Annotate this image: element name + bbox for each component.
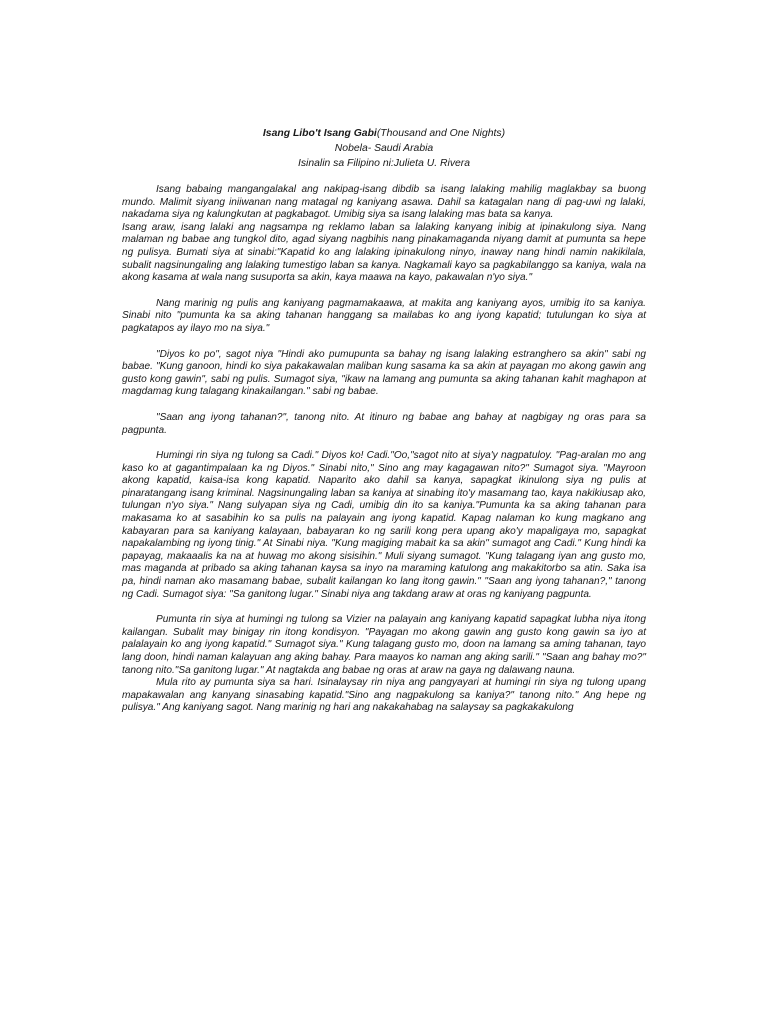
document-subtitle: Nobela- Saudi Arabia <box>334 143 434 154</box>
title-block <box>0 126 768 171</box>
paragraph: Pumunta rin siya at humingi ng tulong sa Vizier na palayain ang kaniyang kapatid sapagkat lubha niya itong kailangan. Subalit may binigay rin itong kondisyon. "Payagan mo akong gawin ang gusto kong gawin sa iyo at palalayain ko ang iyong kapatid." Sumagot siya." Kung talagang gusto mo, doon na lamang sa aming tahanan, tayo lang doon, hindi naman kalayuan ang aking bahay. Para maayos ko naman ang aking sarili." "Saan ang bahay mo?" tanong nito."Sa ganitong lugar." At nagtakda ang babae ng oras at araw na gaya ng dalawang nauna. <box>122 614 646 676</box>
document-body <box>122 184 646 715</box>
paragraph: Humingi rin siya ng tulong sa Cadi." Diyos ko! Cadi."Oo,"sagot nito at siya'y nagpatuloy. "Pag-aralan mo ang kaso ko at gagantimpalaan ka ng Diyos." Sinabi nito," Sino ang may kagagawan nito?" Sumagot siya. "Mayroon akong kapatid, kaisa-isa kong kapatid. Naparito ako dahil sa kanya, sapagkat ikinulong siya ng pulis at pinaratangang isang kriminal. Nagsinungaling laban sa kaniya at sinabing ito'y masamang tao, kaya nakikiusap ako, tulungan n'yo siya." Nang sulyapan siya ng Cadi, umibig din ito sa kaniya."Pumunta ka sa aking tahanan para makasama ko at sasabihin ko sa pulis na palayain ang iyong kapatid. Kapag nalaman ko kung magkano ang kabayaran para sa kaniyang kalayaan, babayaran ko ng sarili kong pera upang ako'y mapaligaya mo, sapagkat napakalambing ng iyong tinig." At Sinabi niya. "Kung magiging mabait ka sa akin" sumagot ang Cadi." Kung hindi ka papayag, makaaalis ka na at huwag mo akong sisisihin." Muli siyang sumagot. "Kung talagang iyan ang gusto mo, mas maganda at pribado sa aking tahanan kaysa sa inyo na maraming katulong ang makakitorbo sa atin. Saka isa pa, hindi naman ako masamang babae, subalit kailangan ko lang itong gawin." "Saan ang iyong tahanan?," tanong ng Cadi. Sumagot siya: "Sa ganitong lugar." Sinabi niya ang takdang araw at oras ng kaniyang pagpunta. <box>122 450 646 600</box>
paragraph: "Saan ang iyong tahanan?", tanong nito. At itinuro ng babae ang bahay at nagbigay ng oras para sa pagpunta. <box>122 411 646 436</box>
document-title: Isang Libo't Isang Gabi <box>262 128 377 139</box>
paragraph: Isang babaing mangangalakal ang nakipag-isang dibdib sa isang lalaking mahilig maglakbay sa buong mundo. Malimit siyang iniiwanan nang matagal ng kaniyang asawa. Dahil sa katagalan nang di pag-uwi ng lalaki, nakadama siya ng kalungkutan at pagkabagot. Umibig siya sa isang lalaking mas bata sa kanya. <box>122 184 646 221</box>
title-line <box>0 126 768 141</box>
paragraph: Nang marinig ng pulis ang kaniyang pagmamakaawa, at makita ang kaniyang ayos, umibig ito sa kaniya. Sinabi nito "pumunta ka sa aking tahanan hanggang sa mailabas ko ang iyong kapatid; tutulungan ko siya at pagkatapos ay ilayo mo na siya." <box>122 297 646 334</box>
document-title-translation: (Thousand and One Nights) <box>376 128 506 139</box>
paragraph: "Diyos ko po", sagot niya "Hindi ako pumupunta sa bahay ng isang lalaking estranghero sa akin" sabi ng babae. "Kung ganoon, hindi ko siya pakakawalan maliban kung sasama ka sa akin at payagan mo akong gawin ang gusto kong gawin", sabi ng pulis. Sumagot siya, "ikaw na lamang ang pumunta sa aking tahanan kahit maghapon at magdamag kung talagang kinakailangan." sabi ng babae. <box>122 348 646 398</box>
document-translator: Isinalin sa Filipino ni:Julieta U. Rivera <box>297 158 471 169</box>
paragraph: Isang araw, isang lalaki ang nagsampa ng reklamo laban sa lalaking kanyang inibig at ipinakulong siya. Nang malaman ng babae ang tungkol dito, agad siyang nagbihis nang pinakamaganda niyang damit at pumunta sa hepe ng pulisya. Bumati siya at sinabi:"Kapatid ko ang lalaking ipinakulong ninyo, inaway nang hindi namin nakikilala, subalit nagsinungaling ang lalaking tumestigo laban sa kanya. Nagkamali kayo sa pagkabilanggo sa kaniya, wala na akong kasama at wala nang susuporta sa akin, kaya maawa na kayo, pakawalan n'yo siya." <box>122 221 646 284</box>
paragraph: Mula rito ay pumunta siya sa hari. Isinalaysay rin niya ang pangyayari at humingi rin siya ng tulong upang mapakawalan ang kanyang sinasabing kapatid."Sino ang nagpakulong sa kaniya?" tanong nito." Ang hepe ng pulisya." Ang kaniyang sagot. Nang marinig ng hari ang nakakahabag na salaysay sa pagkakakulong <box>122 677 646 714</box>
